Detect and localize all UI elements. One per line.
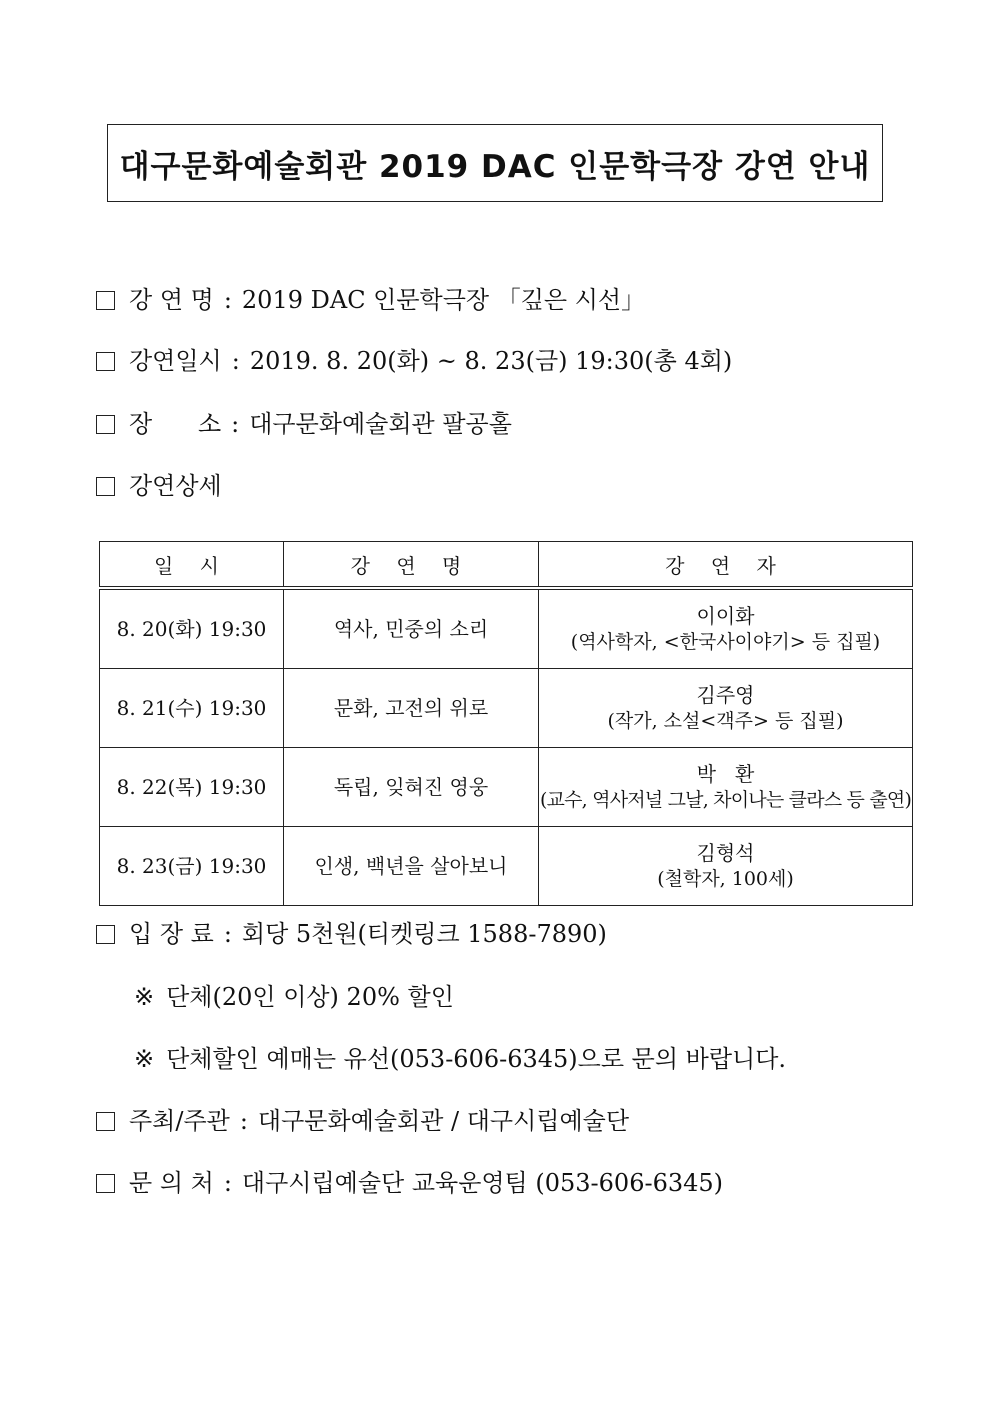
speaker-name: 김주영 [696, 683, 755, 707]
speaker-note: (작가, 소설<객주> 등 집필) [607, 710, 844, 732]
row-date: 8. 23(금) 19:30 [100, 827, 284, 906]
row-date: 8. 21(수) 19:30 [100, 669, 284, 748]
title-box [107, 124, 883, 202]
info-value: 회당 5천원(티켓링크 1588-7890) [241, 920, 607, 948]
info-contact [96, 1168, 723, 1198]
table-row [100, 827, 913, 906]
info-label: 강연상세 [129, 472, 222, 500]
row-date: 8. 20(화) 19:30 [100, 588, 284, 669]
info-admission [96, 919, 607, 949]
info-label: 강 연 명 [129, 286, 214, 314]
table-row [100, 669, 913, 748]
info-dates [96, 346, 732, 376]
admission-note [134, 1044, 786, 1074]
speaker-name: 김형석 [696, 841, 755, 865]
info-value: 2019. 8. 20(화) ~ 8. 23(금) 19:30(총 4회) [249, 347, 733, 375]
info-details [96, 471, 222, 501]
header-date: 일 시 [100, 542, 284, 589]
separator: : [223, 920, 232, 948]
table-row [100, 588, 913, 669]
row-speaker [539, 748, 913, 827]
row-speaker [539, 588, 913, 669]
info-value: 대구시립예술단 교육운영팀 (053-606-6345) [241, 1169, 724, 1197]
checkbox-square-icon [96, 1112, 115, 1131]
note-text: 단체(20인 이상) 20% 할인 [166, 983, 454, 1011]
row-title: 독립, 잊혀진 영웅 [284, 748, 539, 827]
row-title: 인생, 백년을 살아보니 [284, 827, 539, 906]
table-row [100, 748, 913, 827]
row-date: 8. 22(목) 19:30 [100, 748, 284, 827]
info-label: 입 장 료 [129, 920, 214, 948]
checkbox-square-icon [96, 1174, 115, 1193]
checkbox-square-icon [96, 477, 115, 496]
speaker-name: 이이화 [696, 604, 755, 628]
checkbox-square-icon [96, 291, 115, 310]
info-label: 문 의 처 [129, 1169, 214, 1197]
checkbox-square-icon [96, 415, 115, 434]
schedule-table [99, 541, 913, 906]
speaker-name: 박 환 [696, 762, 755, 786]
separator: : [239, 1107, 248, 1135]
separator: : [223, 286, 232, 314]
page-title: 대구문화예술회관 2019 DAC 인문학극장 강연 안내 [119, 148, 871, 185]
reference-mark-icon: ※ [134, 983, 155, 1011]
info-label: 장 소 [129, 410, 222, 438]
info-label: 주최/주관 [129, 1107, 230, 1135]
row-title: 역사, 민중의 소리 [284, 588, 539, 669]
speaker-note: (철학자, 100세) [657, 868, 794, 890]
separator: : [231, 347, 240, 375]
header-title: 강 연 명 [284, 542, 539, 589]
row-speaker [539, 827, 913, 906]
checkbox-square-icon [96, 925, 115, 944]
note-text: 단체할인 예매는 유선(053-606-6345)으로 문의 바랍니다. [166, 1045, 787, 1073]
info-value: 2019 DAC 인문학극장 「깊은 시선」 [241, 286, 646, 314]
reference-mark-icon: ※ [134, 1045, 155, 1073]
separator: : [231, 410, 240, 438]
header-speaker: 강 연 자 [539, 542, 913, 589]
speaker-note: (역사학자, <한국사이야기> 등 집필) [570, 631, 881, 653]
checkbox-square-icon [96, 352, 115, 371]
info-value: 대구문화예술회관 팔공홀 [249, 410, 512, 438]
info-venue [96, 409, 512, 439]
row-title: 문화, 고전의 위로 [284, 669, 539, 748]
info-label: 강연일시 [129, 347, 222, 375]
separator: : [223, 1169, 232, 1197]
speaker-note: (교수, 역사저널 그날, 차이나는 클라스 등 출연) [539, 789, 912, 811]
admission-note [134, 982, 454, 1012]
info-value: 대구문화예술회관 / 대구시립예술단 [257, 1107, 630, 1135]
row-speaker [539, 669, 913, 748]
info-lecture-name [96, 285, 645, 315]
table-header-row [100, 542, 913, 589]
info-host [96, 1106, 629, 1136]
